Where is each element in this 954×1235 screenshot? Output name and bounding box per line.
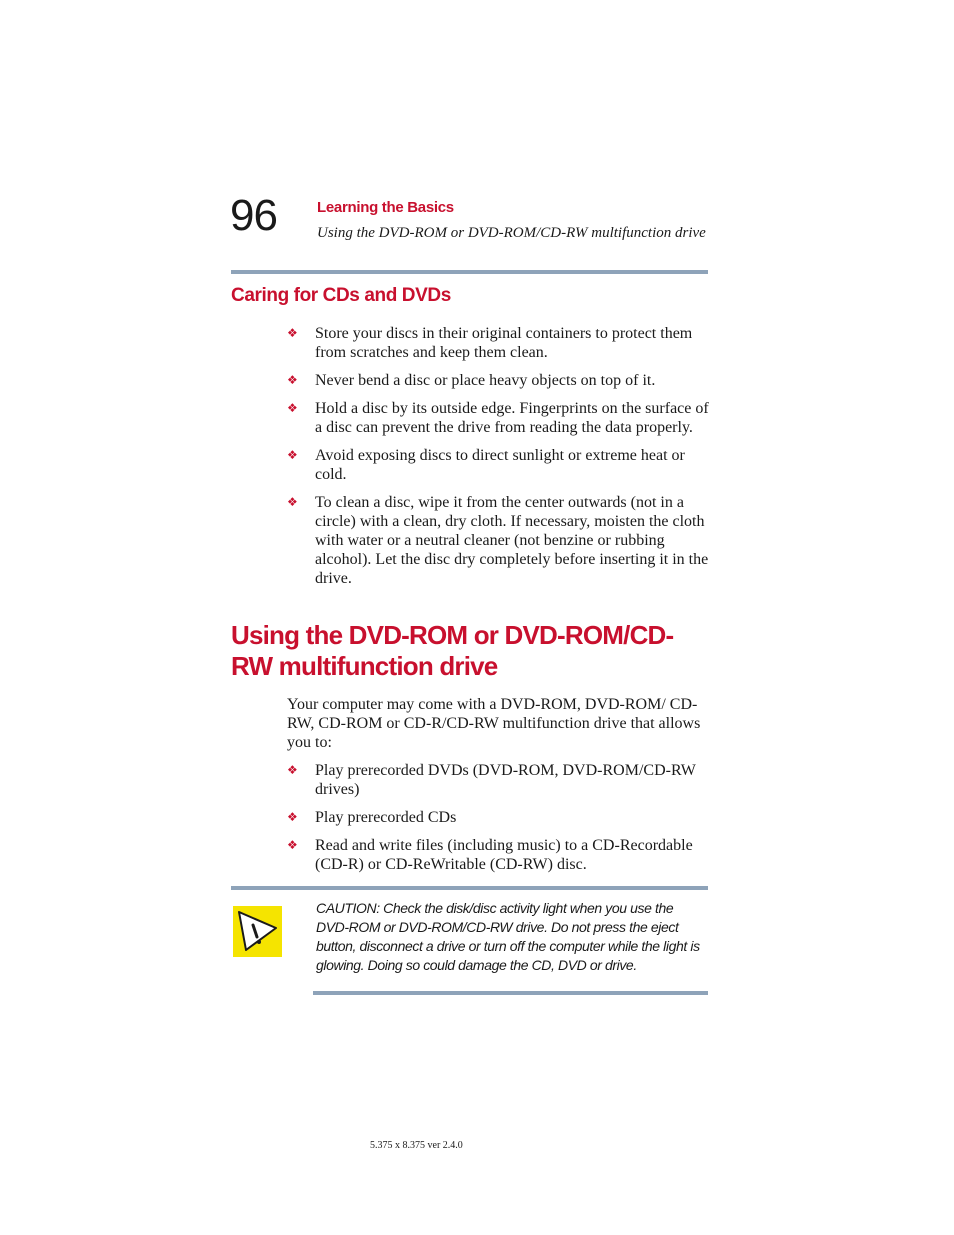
list-item-text: Store your discs in their original containers to protect them from scratches and keep them clean.: [315, 325, 693, 361]
list-item-text: Avoid exposing discs to direct sunlight or extreme heat or cold.: [315, 447, 685, 483]
list-item-text: Play prerecorded CDs: [315, 809, 457, 826]
bullet-icon: ❖: [287, 373, 298, 387]
list-item-text: Hold a disc by its outside edge. Fingerprints on the surface of a disc can prevent the drive from reading the data properly.: [315, 400, 709, 436]
bullet-icon: ❖: [287, 495, 298, 509]
bullet-icon: ❖: [287, 810, 298, 824]
list-item: [287, 761, 712, 799]
page-number: 96: [230, 191, 277, 240]
drive-intro: Your computer may come with a DVD-ROM, DVD-ROM/ CD-RW, CD-ROM or CD-R/CD-RW multifunction drive that allows you to:: [287, 696, 701, 751]
list-item: [287, 446, 712, 484]
list-item-text: Play prerecorded DVDs (DVD-ROM, DVD-ROM/CD-RW drives): [315, 762, 696, 798]
caution-top-divider: [231, 886, 708, 890]
caring-heading: Caring for CDs and DVDs: [231, 285, 451, 306]
list-item: [287, 324, 712, 362]
bullet-icon: ❖: [287, 326, 298, 340]
warning-triangle-icon: [233, 906, 282, 957]
drive-heading: Using the DVD-ROM or DVD-ROM/CD-RW multifunction drive: [231, 620, 674, 681]
caution-bottom-divider: [313, 991, 708, 995]
list-item: [287, 808, 712, 827]
list-item: [287, 371, 712, 390]
chapter-title: Learning the Basics: [317, 199, 454, 216]
bullet-icon: ❖: [287, 763, 298, 777]
list-item: [287, 493, 712, 588]
drive-list: [287, 761, 712, 883]
footer-version: 5.375 x 8.375 ver 2.4.0: [370, 1140, 463, 1151]
list-item: [287, 836, 712, 874]
bullet-icon: ❖: [287, 401, 298, 415]
bullet-icon: ❖: [287, 838, 298, 852]
bullet-icon: ❖: [287, 448, 298, 462]
section-subtitle: Using the DVD-ROM or DVD-ROM/CD-RW multifunction drive: [317, 225, 706, 241]
header-divider: [231, 270, 708, 274]
list-item: [287, 399, 712, 437]
list-item-text: Read and write files (including music) to a CD-Recordable (CD-R) or CD-ReWritable (CD-RW) disc.: [315, 837, 693, 873]
list-item-text: Never bend a disc or place heavy objects on top of it.: [315, 372, 656, 389]
caring-list: [287, 324, 712, 597]
caution-text: CAUTION: Check the disk/disc activity light when you use the DVD-ROM or DVD-ROM/CD-RW drive. Do not press the eject button, disconnect a drive or turn off the computer while the light is glowing. Doing so could damage the CD, DVD or drive.: [316, 900, 700, 973]
list-item-text: To clean a disc, wipe it from the center outwards (not in a circle) with a clean, dry cloth. If necessary, moisten the cloth with water or a neutral cleaner (not benzine or rubbing alcohol). Let the disc dry completely before inserting it in the drive.: [315, 494, 709, 587]
